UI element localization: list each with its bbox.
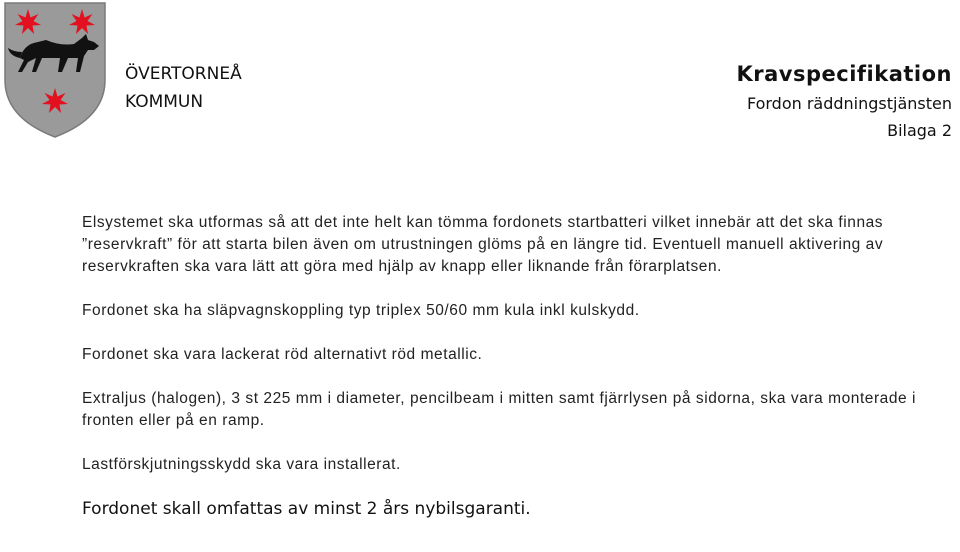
organization-name	[125, 60, 242, 116]
paragraph-load-securing: Lastförskjutningsskydd ska vara installerat.	[82, 456, 401, 473]
document-header	[737, 58, 953, 144]
attachment-label: Bilaga 2	[887, 121, 952, 140]
document-subtitle: Fordon räddningstjänsten	[746, 94, 952, 113]
coat-of-arms-icon	[2, 0, 108, 140]
paragraph-warranty: Fordonet skall omfattas av minst 2 års nybilsgaranti.	[82, 499, 531, 519]
org-name-line2: KOMMUN	[125, 92, 204, 112]
org-name-line1: ÖVERTORNEÅ	[125, 64, 242, 84]
paragraph-extra-lights: Extraljus (halogen), 3 st 225 mm i diameter, pencilbeam i mitten samt fjärrlysen på sidorna, ska vara monterade i fronten eller på en ramp.	[82, 390, 917, 429]
paragraph-paint: Fordonet ska vara lackerat röd alternativt röd metallic.	[82, 346, 483, 363]
document-body	[82, 212, 952, 542]
document-title: Kravspecifikation	[736, 62, 952, 86]
paragraph-electrical-system: Elsystemet ska utformas så att det inte helt kan tömma fordonets startbatteri vilket innebär att det ska finnas ”reservkraft” för att starta bilen även om utrustningen glöms på en längre tid. Eventuell manuell aktivering av reservkraften ska vara lätt att göra med hjälp av knapp eller liknande från förarplatsen.	[82, 214, 884, 275]
paragraph-trailer-hitch: Fordonet ska ha släpvagnskoppling typ triplex 50/60 mm kula inkl kulskydd.	[82, 302, 640, 319]
